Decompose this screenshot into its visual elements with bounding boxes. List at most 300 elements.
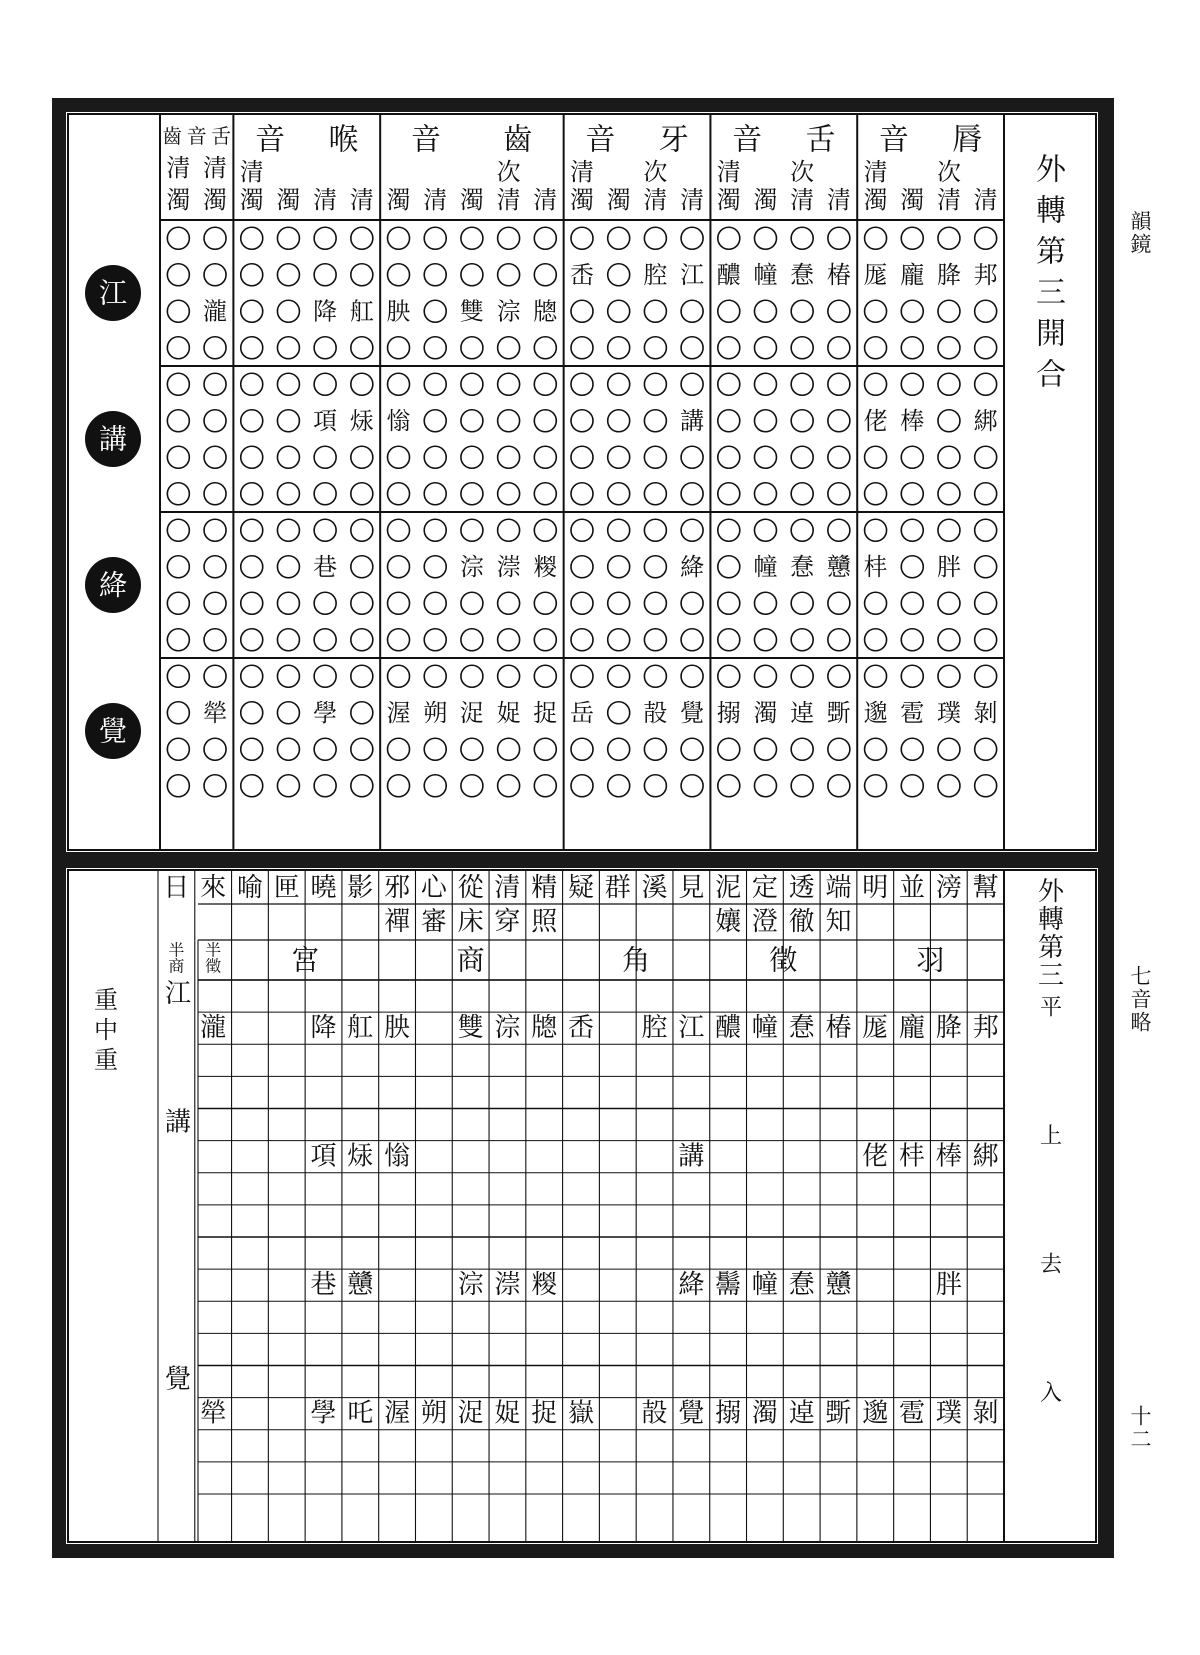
rhyme-character: 渥	[384, 1398, 411, 1429]
rhyme-character: 胖	[936, 552, 961, 581]
column-label: 清	[570, 158, 594, 186]
empty-slot-circle	[975, 227, 997, 249]
rhyme-character: 巷	[310, 1270, 337, 1301]
empty-slot-circle	[204, 738, 226, 760]
empty-slot-circle	[608, 373, 630, 395]
empty-slot-circle	[314, 373, 336, 395]
rhyme-character: 雹	[899, 1398, 926, 1429]
empty-slot-circle	[498, 483, 520, 505]
empty-slot-circle	[828, 373, 850, 395]
empty-slot-circle	[461, 519, 483, 541]
empty-slot-circle	[975, 556, 997, 578]
empty-slot-circle	[608, 702, 630, 724]
empty-slot-circle	[277, 410, 299, 432]
empty-slot-circle	[534, 373, 556, 395]
empty-slot-circle	[498, 264, 520, 286]
empty-slot-circle	[534, 665, 556, 687]
empty-slot-circle	[865, 227, 887, 249]
empty-slot-circle	[718, 410, 740, 432]
note-name: 角	[622, 943, 651, 977]
rhyme-label: 覺	[164, 1364, 192, 1395]
empty-slot-circle	[277, 629, 299, 651]
empty-slot-circle	[681, 337, 703, 359]
empty-slot-circle	[608, 738, 630, 760]
empty-slot-circle	[754, 775, 776, 797]
empty-slot-circle	[901, 738, 923, 760]
rhyme-character: 淙	[494, 1013, 521, 1044]
note-name: 半	[205, 940, 222, 960]
book-title: 韻鏡	[1128, 210, 1152, 256]
empty-slot-circle	[424, 264, 446, 286]
empty-slot-circle	[241, 227, 263, 249]
rhyme-character: 胦	[384, 1013, 411, 1044]
empty-slot-circle	[571, 410, 593, 432]
empty-slot-circle	[791, 775, 813, 797]
column-label: 清	[496, 186, 521, 214]
transfer-label-char: 外	[1037, 877, 1065, 907]
column-label: 濁	[753, 186, 778, 214]
empty-slot-circle	[681, 629, 703, 651]
rhyme-character: 雹	[900, 698, 925, 727]
rhyme-character: 朔	[420, 1398, 447, 1429]
initial-name: 喻	[236, 873, 263, 903]
empty-slot-circle	[388, 519, 410, 541]
note-name: 徵	[205, 956, 222, 976]
empty-slot-circle	[314, 337, 336, 359]
rhyme-character: 搦	[715, 1398, 742, 1429]
empty-slot-circle	[754, 227, 776, 249]
rhyme-badge-char: 江	[98, 276, 128, 310]
rhyme-character: 淙	[459, 552, 484, 581]
empty-slot-circle	[938, 665, 960, 687]
rhyme-character: 胖	[935, 1270, 962, 1301]
rhyme-character: 椿	[826, 260, 851, 289]
empty-slot-circle	[167, 300, 189, 322]
rhyme-character: 項	[310, 1141, 337, 1172]
column-label: 清	[423, 186, 448, 214]
empty-slot-circle	[865, 519, 887, 541]
column-label: 濁	[239, 186, 264, 214]
sound-group-name: 音	[186, 124, 207, 148]
empty-slot-circle	[277, 592, 299, 614]
rhyme-character: 講	[680, 406, 705, 435]
empty-slot-circle	[828, 775, 850, 797]
sound-group-name: 音	[585, 122, 616, 158]
rhyme-character: 瀧	[203, 297, 228, 326]
empty-slot-circle	[608, 775, 630, 797]
empty-slot-circle	[241, 775, 263, 797]
rhyme-character: 厖	[863, 260, 888, 289]
rhyme-character: 慃	[386, 406, 411, 435]
rhyme-character: 厖	[862, 1013, 889, 1044]
empty-slot-circle	[351, 373, 373, 395]
empty-slot-circle	[388, 483, 410, 505]
empty-slot-circle	[461, 665, 483, 687]
empty-slot-circle	[901, 592, 923, 614]
empty-slot-circle	[938, 227, 960, 249]
initial-name: 並	[899, 873, 926, 903]
rhyme-character: 浞	[459, 698, 484, 727]
empty-slot-circle	[241, 300, 263, 322]
empty-slot-circle	[754, 410, 776, 432]
empty-slot-circle	[938, 592, 960, 614]
empty-slot-circle	[534, 410, 556, 432]
empty-slot-circle	[351, 629, 373, 651]
empty-slot-circle	[534, 775, 556, 797]
rhyme-character: 戇	[826, 552, 851, 581]
empty-slot-circle	[534, 227, 556, 249]
note-name: 徵	[769, 943, 798, 977]
rhyme-character: 腔	[643, 260, 668, 289]
tone-label: 平	[1039, 995, 1063, 1021]
empty-slot-circle	[828, 629, 850, 651]
empty-slot-circle	[424, 665, 446, 687]
page-frame	[52, 98, 1114, 1558]
empty-slot-circle	[241, 446, 263, 468]
column-label: 濁	[716, 186, 741, 214]
initial-name: 幫	[972, 873, 999, 903]
empty-slot-circle	[167, 629, 189, 651]
empty-slot-circle	[865, 738, 887, 760]
empty-slot-circle	[791, 373, 813, 395]
empty-slot-circle	[241, 738, 263, 760]
empty-slot-circle	[828, 592, 850, 614]
empty-slot-circle	[351, 556, 373, 578]
column-label: 濁	[166, 186, 191, 214]
column-label: 清	[166, 154, 191, 182]
column-label: 清	[790, 186, 815, 214]
column-label: 清	[863, 158, 888, 186]
empty-slot-circle	[204, 446, 226, 468]
column-label: 清	[533, 186, 558, 214]
empty-slot-circle	[681, 446, 703, 468]
empty-slot-circle	[167, 373, 189, 395]
empty-slot-circle	[534, 592, 556, 614]
empty-slot-circle	[828, 738, 850, 760]
empty-slot-circle	[938, 300, 960, 322]
initial-name: 匣	[273, 873, 300, 903]
empty-slot-circle	[498, 665, 520, 687]
empty-slot-circle	[498, 738, 520, 760]
rhyme-character: 胦	[386, 297, 411, 326]
column-label: 清	[936, 186, 961, 214]
empty-slot-circle	[718, 556, 740, 578]
empty-slot-circle	[644, 775, 666, 797]
empty-slot-circle	[277, 446, 299, 468]
rhyme-character: 濁	[751, 1398, 778, 1429]
column-label: 清	[826, 186, 851, 214]
yunjing-table	[66, 112, 1098, 852]
empty-slot-circle	[828, 227, 850, 249]
column-label: 清	[643, 186, 668, 214]
column-label: 次	[936, 158, 961, 186]
empty-slot-circle	[571, 519, 593, 541]
empty-slot-circle	[791, 629, 813, 651]
rhyme-character: 捉	[531, 1398, 558, 1429]
rhyme-character: 惷	[790, 552, 815, 581]
transfer-label-char: 第	[1036, 234, 1066, 270]
initial-name: 孃	[715, 907, 742, 937]
empty-slot-circle	[351, 702, 373, 724]
initial-name: 禪	[384, 907, 411, 937]
empty-slot-circle	[938, 446, 960, 468]
empty-slot-circle	[791, 337, 813, 359]
empty-slot-circle	[241, 592, 263, 614]
rhyme-character: 棒	[935, 1141, 962, 1172]
empty-slot-circle	[975, 337, 997, 359]
initial-name: 審	[420, 907, 447, 937]
rhyme-character: 戇	[825, 1270, 852, 1301]
rhyme-character: 朔	[423, 698, 448, 727]
empty-slot-circle	[828, 665, 850, 687]
rhyme-character: 綁	[972, 1141, 999, 1172]
empty-slot-circle	[828, 337, 850, 359]
empty-slot-circle	[424, 300, 446, 322]
empty-slot-circle	[901, 519, 923, 541]
empty-slot-circle	[975, 519, 997, 541]
empty-slot-circle	[644, 629, 666, 651]
empty-slot-circle	[351, 738, 373, 760]
empty-slot-circle	[351, 519, 373, 541]
empty-slot-circle	[791, 300, 813, 322]
empty-slot-circle	[167, 592, 189, 614]
empty-slot-circle	[901, 300, 923, 322]
empty-slot-circle	[644, 446, 666, 468]
empty-slot-circle	[754, 592, 776, 614]
empty-slot-circle	[241, 373, 263, 395]
empty-slot-circle	[791, 519, 813, 541]
rhyme-character: 幢	[751, 1270, 778, 1301]
rhyme-character: 降	[310, 1013, 337, 1044]
empty-slot-circle	[167, 446, 189, 468]
initial-name: 心	[420, 873, 447, 903]
rhyme-character: 浞	[457, 1398, 484, 1429]
empty-slot-circle	[461, 592, 483, 614]
note-name: 宮	[291, 943, 320, 977]
empty-slot-circle	[204, 775, 226, 797]
empty-slot-circle	[461, 775, 483, 797]
empty-slot-circle	[828, 446, 850, 468]
empty-slot-circle	[424, 227, 446, 249]
empty-slot-circle	[167, 337, 189, 359]
transfer-label-char: 第	[1037, 933, 1065, 963]
note-name: 商	[456, 943, 485, 977]
comparison-title: 七音略	[1128, 965, 1152, 1034]
initial-name: 徹	[788, 907, 815, 937]
empty-slot-circle	[314, 775, 336, 797]
rhyme-character: 腔	[641, 1013, 668, 1044]
rhyme-character: 雙	[459, 297, 484, 326]
empty-slot-circle	[388, 665, 410, 687]
empty-slot-circle	[424, 556, 446, 578]
empty-slot-circle	[571, 738, 593, 760]
column-label: 濁	[900, 186, 925, 214]
empty-slot-circle	[718, 373, 740, 395]
rhyme-character: 淙	[457, 1270, 484, 1301]
transfer-label-char: 合	[1036, 357, 1066, 393]
empty-slot-circle	[791, 410, 813, 432]
empty-slot-circle	[534, 738, 556, 760]
empty-slot-circle	[718, 738, 740, 760]
empty-slot-circle	[314, 446, 336, 468]
rhyme-character: 戇	[347, 1270, 374, 1301]
empty-slot-circle	[204, 592, 226, 614]
column-label: 清	[349, 186, 374, 214]
empty-slot-circle	[241, 410, 263, 432]
initial-name: 影	[347, 873, 374, 903]
empty-slot-circle	[608, 410, 630, 432]
empty-slot-circle	[718, 519, 740, 541]
rhyme-character: 降	[313, 297, 338, 326]
rhyme-badge-char: 講	[98, 422, 128, 456]
rhyme-character: 搦	[716, 698, 741, 727]
rhyme-character: 㭋	[863, 552, 888, 581]
column-label: 濁	[386, 186, 411, 214]
empty-slot-circle	[718, 300, 740, 322]
empty-slot-circle	[167, 665, 189, 687]
empty-slot-circle	[718, 227, 740, 249]
tone-label: 去	[1039, 1252, 1063, 1278]
empty-slot-circle	[608, 483, 630, 505]
empty-slot-circle	[644, 337, 666, 359]
rhyme-character: 斲	[826, 698, 851, 727]
rhyme-character: 䰑	[715, 1270, 742, 1301]
column-label: 濁	[863, 186, 888, 214]
rhyme-character: 岳	[570, 698, 594, 727]
rhyme-character: 覺	[680, 698, 705, 727]
empty-slot-circle	[167, 775, 189, 797]
empty-slot-circle	[388, 556, 410, 578]
empty-slot-circle	[424, 629, 446, 651]
empty-slot-circle	[791, 446, 813, 468]
initial-name: 來	[200, 873, 227, 903]
empty-slot-circle	[975, 738, 997, 760]
empty-slot-circle	[608, 519, 630, 541]
column-label: 清	[680, 186, 705, 214]
empty-slot-circle	[388, 227, 410, 249]
transfer-label-char: 轉	[1036, 193, 1066, 229]
empty-slot-circle	[608, 264, 630, 286]
rhyme-character: 醲	[716, 260, 741, 289]
empty-slot-circle	[975, 483, 997, 505]
rhyme-character: 江	[680, 260, 705, 289]
column-label: 濁	[203, 186, 228, 214]
empty-slot-circle	[204, 264, 226, 286]
empty-slot-circle	[388, 446, 410, 468]
empty-slot-circle	[865, 483, 887, 505]
empty-slot-circle	[754, 300, 776, 322]
rhyme-character: 璞	[935, 1398, 962, 1429]
empty-slot-circle	[608, 556, 630, 578]
column-label: 濁	[606, 186, 631, 214]
column-label: 清	[313, 186, 338, 214]
tone-label: 入	[1039, 1381, 1063, 1407]
empty-slot-circle	[718, 629, 740, 651]
transfer-label-char: 三	[1036, 275, 1066, 311]
empty-slot-circle	[938, 629, 960, 651]
empty-slot-circle	[461, 337, 483, 359]
rhyme-character: 巷	[313, 552, 338, 581]
column-label: 次	[643, 158, 668, 186]
empty-slot-circle	[681, 300, 703, 322]
empty-slot-circle	[277, 264, 299, 286]
rhyme-character: 㭋	[899, 1141, 926, 1172]
empty-slot-circle	[388, 738, 410, 760]
empty-slot-circle	[241, 702, 263, 724]
empty-slot-circle	[424, 592, 446, 614]
rhyme-character: 剝	[973, 698, 998, 727]
empty-slot-circle	[865, 373, 887, 395]
rhyme-character: 璞	[936, 698, 961, 727]
sound-group-name: 音	[255, 122, 286, 158]
empty-slot-circle	[865, 665, 887, 687]
sound-group-name: 音	[411, 122, 442, 158]
empty-slot-circle	[681, 775, 703, 797]
empty-slot-circle	[314, 264, 336, 286]
transfer-label-char: 開	[1036, 316, 1066, 352]
grade-label-char: 重	[94, 1046, 118, 1074]
empty-slot-circle	[571, 300, 593, 322]
empty-slot-circle	[608, 446, 630, 468]
rhyme-character: 牕	[533, 297, 558, 326]
empty-slot-circle	[938, 483, 960, 505]
rhyme-character: 醲	[715, 1013, 742, 1044]
transfer-label-char: 轉	[1037, 905, 1065, 935]
column-label: 次	[496, 158, 521, 186]
empty-slot-circle	[277, 556, 299, 578]
rhyme-character: 糉	[531, 1270, 558, 1301]
rhyme-character: 惷	[788, 1013, 815, 1044]
empty-slot-circle	[608, 300, 630, 322]
rhyme-character: 㟀	[570, 260, 594, 289]
empty-slot-circle	[351, 337, 373, 359]
empty-slot-circle	[608, 227, 630, 249]
initial-name: 明	[862, 873, 889, 903]
empty-slot-circle	[241, 629, 263, 651]
empty-slot-circle	[424, 410, 446, 432]
empty-slot-circle	[571, 629, 593, 651]
empty-slot-circle	[681, 483, 703, 505]
empty-slot-circle	[718, 665, 740, 687]
empty-slot-circle	[167, 702, 189, 724]
empty-slot-circle	[498, 629, 520, 651]
rhyme-character: 邈	[862, 1398, 889, 1429]
empty-slot-circle	[424, 519, 446, 541]
empty-slot-circle	[644, 592, 666, 614]
empty-slot-circle	[388, 337, 410, 359]
empty-slot-circle	[644, 483, 666, 505]
empty-slot-circle	[754, 446, 776, 468]
empty-slot-circle	[644, 410, 666, 432]
empty-slot-circle	[644, 300, 666, 322]
empty-slot-circle	[167, 264, 189, 286]
empty-slot-circle	[754, 738, 776, 760]
initial-name: 穿	[494, 907, 521, 937]
empty-slot-circle	[644, 556, 666, 578]
note-name: 商	[168, 956, 185, 976]
empty-slot-circle	[534, 629, 556, 651]
rhyme-character: 講	[678, 1141, 705, 1172]
empty-slot-circle	[388, 373, 410, 395]
empty-slot-circle	[791, 483, 813, 505]
sound-group-name: 音	[878, 122, 909, 158]
empty-slot-circle	[314, 483, 336, 505]
empty-slot-circle	[351, 592, 373, 614]
empty-slot-circle	[791, 592, 813, 614]
empty-slot-circle	[204, 227, 226, 249]
empty-slot-circle	[204, 629, 226, 651]
initial-name: 定	[751, 873, 778, 903]
